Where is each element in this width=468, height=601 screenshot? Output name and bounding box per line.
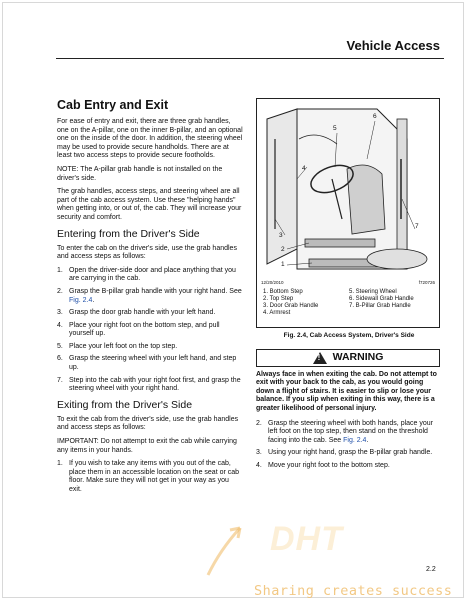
exiting-steps [57, 460, 243, 494]
figure-marker: 4 [302, 165, 306, 172]
figure-legend [263, 289, 435, 317]
list-item: 1. Open the driver-side door and place anything that you are carrying in the cab. [57, 266, 236, 283]
legend-item: 4. Armrest [263, 310, 291, 316]
list-item: 3. Grasp the door grab handle with your left hand. [57, 309, 216, 317]
figure-ref-id: f720726 [418, 280, 435, 285]
section-title: Cab Entry and Exit [57, 98, 169, 112]
figure-marker: 5 [333, 125, 337, 132]
list-item: 5. Place your left foot on the top step. [57, 342, 178, 350]
figure-marker: 6 [373, 113, 377, 120]
entering-steps [57, 267, 243, 394]
list-item: 4. Place your right foot on the bottom step, and pull yourself up. [57, 321, 220, 338]
exiting-intro: To exit the cab from the driver's side, use the grab handles and access steps as follows: [57, 415, 239, 432]
entering-intro: To enter the cab on the driver's side, use the grab handles and access steps as follows: [57, 244, 237, 261]
exiting-title: Exiting from the Driver's Side [57, 398, 193, 411]
figure-link[interactable]: Fig. 2.4 [69, 296, 93, 304]
list-item: 2. Grasp the steering wheel with both hands, place your left foot on the top step, then stand on the threshold facing into the cab. See Fig. 2.4. [256, 419, 433, 444]
watermark-arrow-icon [200, 520, 250, 580]
list-item: 3. Using your right hand, grasp the B-pillar grab handle. [256, 449, 433, 457]
section-note: NOTE: The A-pillar grab handle is not installed on the driver's side. [57, 165, 223, 182]
page-header-title: Vehicle Access [346, 38, 440, 53]
legend-item: 3. Door Grab Handle [263, 303, 319, 309]
legend-item: 5. Steering Wheel [349, 289, 397, 295]
warning-triangle-icon: ! [313, 352, 327, 364]
figure-date-id: 12/20/2010 [261, 280, 284, 285]
page-number: 2.2 [426, 566, 436, 573]
cab-access-figure [256, 98, 440, 328]
legend-item [349, 310, 435, 317]
list-item: 6. Grasp the steering wheel with your left hand, and step up. [57, 355, 237, 372]
figure-caption: Fig. 2.4, Cab Access System, Driver's Side [283, 332, 415, 339]
legend-item: 6. Sidewall Grab Handle [349, 296, 414, 302]
section-helping: The grab handles, access steps, and steering wheel are all part of the cab access system. Use these "helping hands" when getting into, or out of, the cab. They will increase your security and comfort. [57, 188, 242, 221]
figure-marker: 2 [281, 246, 285, 253]
figure-marker: 3 [279, 232, 283, 239]
list-item: 7. Step into the cab with your right foot first, and grasp the steering wheel with your right hand. [57, 376, 241, 393]
watermark-logo: DHT [270, 520, 343, 558]
warning-label: WARNING [332, 351, 384, 364]
section-intro: For ease of entry and exit, there are three grab handles, one on the A-pillar, one on the inner B-pillar, and an optional one on the inside of the door. In addition, the steering wheel may be used to provide secure handholds. There are at least two access steps to provide secure footholds. [57, 118, 243, 160]
figure-marker: 1 [281, 261, 285, 268]
legend-item: 1. Bottom Step [263, 289, 303, 295]
list-item: 2. Grasp the B-pillar grab handle with your right hand. See Fig. 2.4. [57, 287, 242, 304]
warning-text: Always face in when exiting the cab. Do not attempt to exit with your back to the cab, as you would going down a flight of stairs. It is easier to slip or lose your balance. If you slip when exiting in this way, there is a greater likelihood of personal injury. [256, 370, 437, 412]
watermark-tagline: Sharing creates success [254, 583, 453, 599]
figure-link[interactable]: Fig. 2.4 [343, 436, 367, 444]
exiting-important: IMPORTANT: Do not attempt to exit the cab while carrying any items in your hands. [57, 438, 237, 454]
figure-marker: 7 [415, 223, 419, 230]
warning-banner [256, 349, 440, 367]
legend-item: 7. B-Pillar Grab Handle [349, 303, 411, 309]
header-rule [56, 58, 444, 59]
right-column [256, 98, 442, 476]
list-item: 4. Move your right foot to the bottom step. [256, 461, 390, 469]
exiting-steps-continued [256, 420, 442, 471]
entering-title: Entering from the Driver's Side [57, 227, 200, 240]
legend-item: 2. Top Step [263, 296, 294, 302]
list-item: 1. If you wish to take any items with you out of the cab, place them in an accessible location on the seat or cab floor. Make sure they will not get in your way as you exit. [57, 460, 240, 493]
left-column [57, 98, 243, 500]
